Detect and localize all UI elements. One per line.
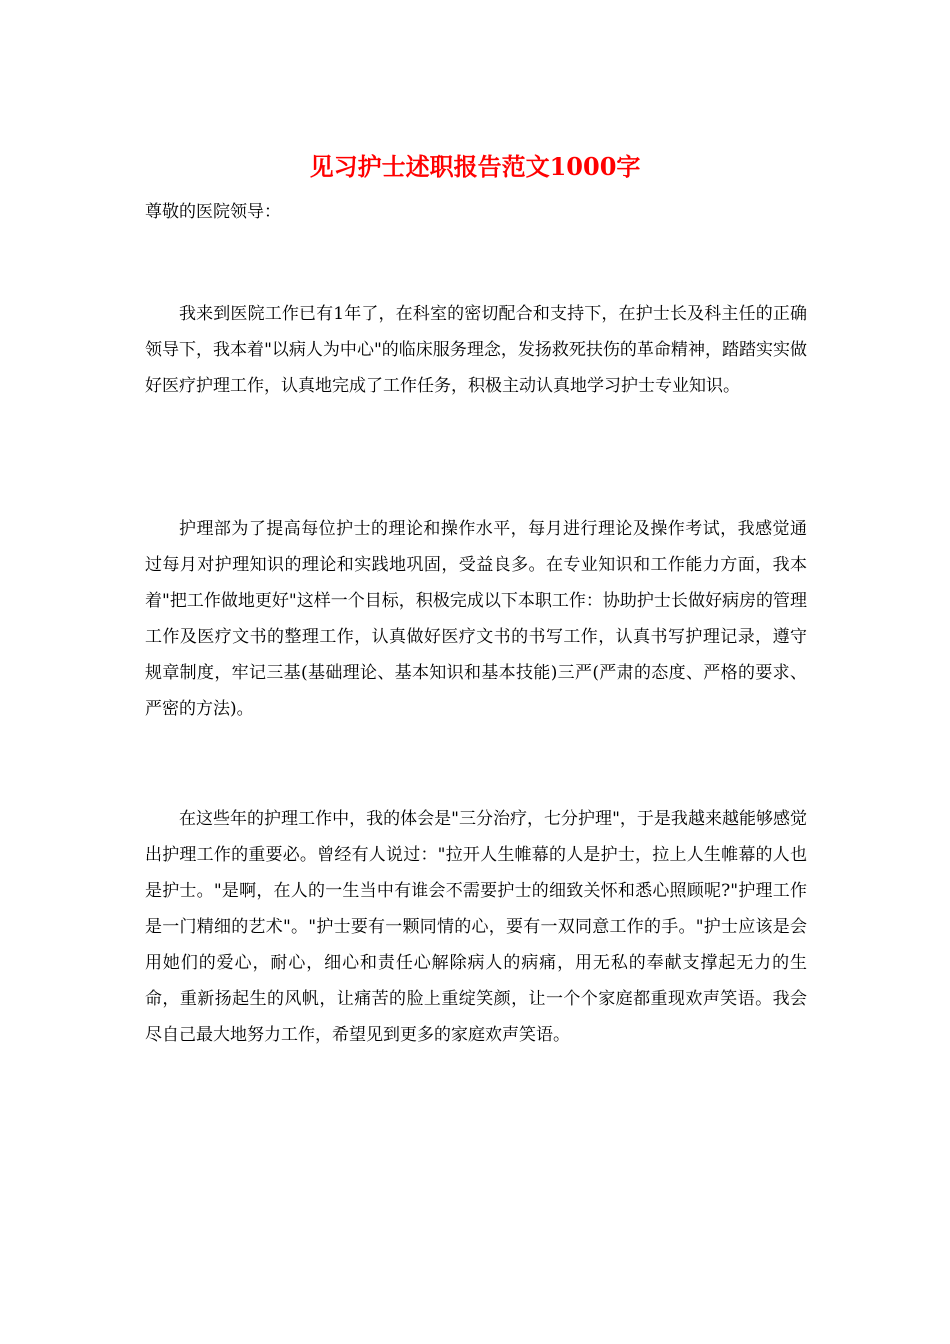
body-paragraph-2: 护理部为了提高每位护士的理论和操作水平，每月进行理论及操作考试，我感觉通过每月对护理知识的理论和实践地巩固，受益良多。在专业知识和工作能力方面，我本着"把工作做地更好"这样一个目标，积极完成以下本职工作：协助护士长做好病房的管理工作及医疗文书的整理工作，认真做好医疗文书的书写工作，认真书写护理记录，遵守规章制度，牢记三基(基础理论、基本知识和基本技能)三严(严肃的态度、严格的要求、严密的方法)。 [145,519,807,719]
document-title: 见习护士述职报告范文1000字 [309,152,641,181]
body-paragraph-3: 在这些年的护理工作中，我的体会是"三分治疗，七分护理"，于是我越来越能够感觉出护理工作的重要必。曾经有人说过："拉开人生帷幕的人是护士，拉上人生帷幕的人也是护士。"是啊，在人的一生当中有谁会不需要护士的细致关怀和悉心照顾呢?"护理工作是一门精细的艺术"。"护士要有一颗同情的心，要有一双同意工作的手。"护士应该是会用她们的爱心，耐心，细心和责任心解除病人的病痛，用无私的奉献支撑起无力的生命，重新扬起生的风帆，让痛苦的脸上重绽笑颜，让一个个家庭都重现欢声笑语。我会尽自己最大地努力工作，希望见到更多的家庭欢声笑语。 [145,809,807,1045]
body-paragraph-1: 我来到医院工作已有1年了，在科室的密切配合和支持下，在护士长及科主任的正确领导下，我本着"以病人为中心"的临床服务理念，发扬救死扶伤的革命精神，踏踏实实做好医疗护理工作，认真地完成了工作任务，积极主动认真地学习护士专业知识。 [145,304,807,396]
greeting-line: 尊敬的医院领导： [145,202,281,222]
